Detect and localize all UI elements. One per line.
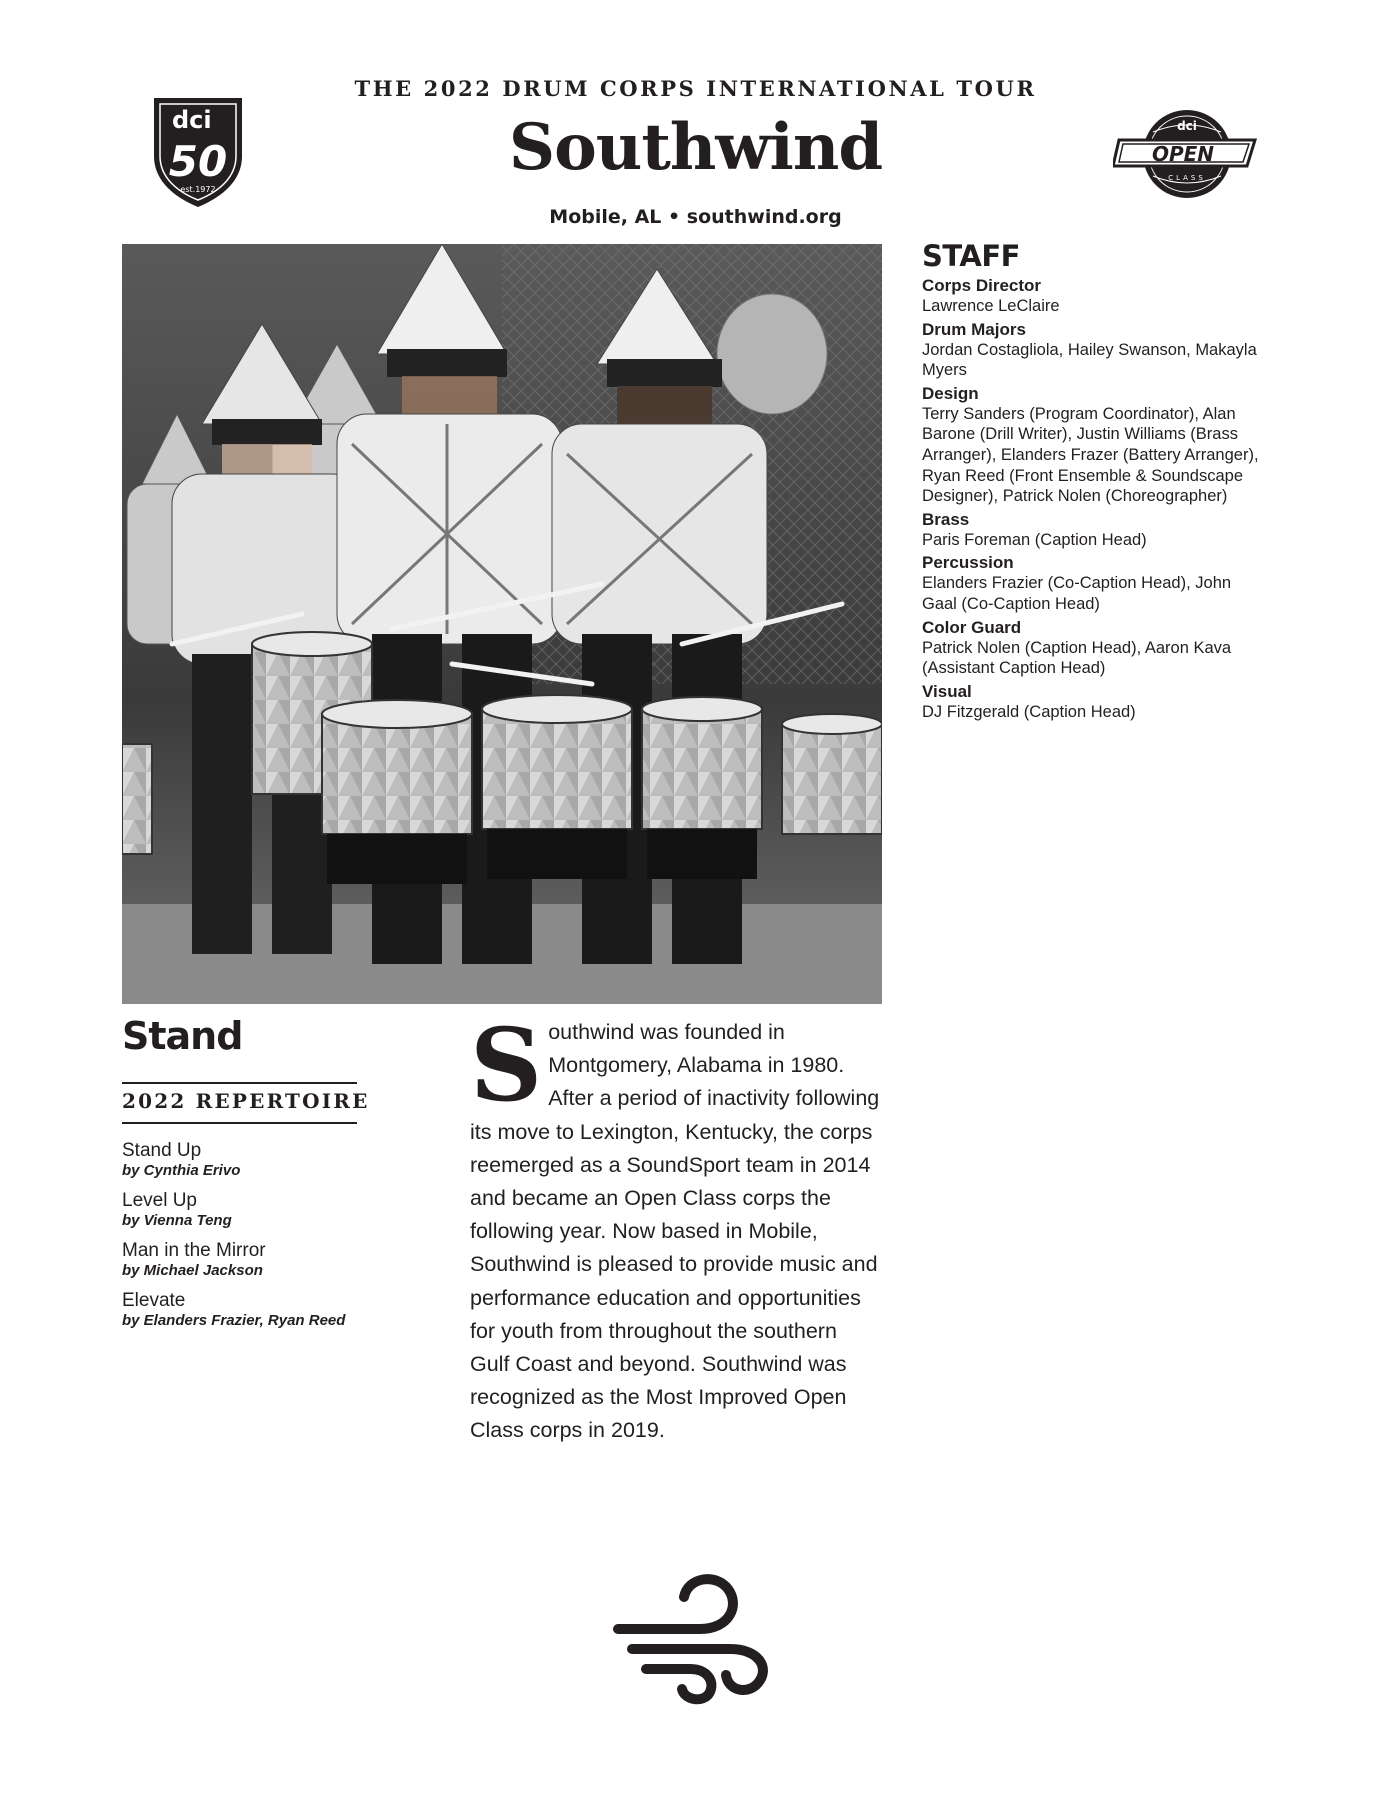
staff-role: Visual: [922, 681, 972, 701]
staff-names: Jordan Costagliola, Hailey Swanson, Makayla Myers: [922, 340, 1257, 380]
song-title: Level Up: [122, 1190, 197, 1211]
tour-title: THE 2022 DRUM CORPS INTERNATIONAL TOUR: [354, 76, 1037, 101]
drumline-photo: [122, 244, 882, 1004]
staff-entry: [922, 682, 1262, 723]
repertoire-rule-bottom: [122, 1122, 357, 1124]
repertoire-item: [122, 1290, 422, 1330]
svg-text:dci: dci: [1177, 119, 1197, 133]
svg-text:dci: dci: [172, 106, 212, 134]
open-logo-sub: CLASS: [1168, 174, 1206, 182]
corps-bio: [470, 1006, 880, 1448]
song-artist: by Elanders Frazier, Ryan Reed: [122, 1312, 346, 1329]
staff-heading: STAFF: [922, 239, 1020, 273]
song-title: Man in the Mirror: [122, 1240, 266, 1261]
show-title: Stand: [122, 1014, 243, 1058]
corps-name: Southwind: [508, 110, 883, 185]
staff-entry: [922, 510, 1262, 551]
staff-entry: [922, 618, 1262, 679]
dci-logo-number: 50: [168, 137, 228, 186]
song-artist: by Michael Jackson: [122, 1262, 263, 1279]
open-class-logo: [1113, 108, 1261, 200]
staff-entry: [922, 320, 1262, 381]
staff-names: DJ Fitzgerald (Caption Head): [922, 702, 1136, 721]
bio-dropcap: S: [470, 1006, 543, 1124]
staff-role: Percussion: [922, 553, 1014, 573]
dci-logo-est: est.1972: [180, 185, 216, 194]
song-title: Stand Up: [122, 1140, 202, 1161]
staff-role: Color Guard: [922, 617, 1022, 637]
staff-section: [922, 240, 1262, 722]
staff-entry: [922, 384, 1262, 507]
repertoire-item: [122, 1190, 422, 1230]
staff-names: Terry Sanders (Program Coordinator), Alan Barone (Drill Writer), Justin Williams (Brass Arranger), Elanders Frazer (Battery Arranger), Ryan Reed (Front Ensemble & Soundscape Designer), Patrick Nolen (Choreographer): [922, 404, 1259, 506]
bio-text: outhwind was founded in Montgomery, Alabama in 1980. After a period of inactivity following its move to Lexington, Kentucky, the corps reemerged as a SoundSport team in 2014 and became an Open Class corps the following year. Now based in Mobile, Southwind is pleased to provide music and performance education and opportunities for youth from throughout the southern Gulf Coast and beyond. Southwind was recognized as the Most Improved Open Class corps in 2019.: [470, 1020, 880, 1443]
repertoire-item: [122, 1140, 422, 1180]
staff-names: Lawrence LeClaire: [922, 297, 1060, 315]
repertoire-list: [122, 1140, 422, 1340]
staff-role: Design: [922, 383, 979, 403]
open-logo-text: OPEN: [1151, 142, 1215, 166]
song-title: Elevate: [122, 1290, 186, 1311]
staff-role: Corps Director: [922, 276, 1042, 295]
location-line: Mobile, AL • southwind.org: [549, 206, 842, 228]
staff-entry: [922, 276, 1262, 317]
staff-names: Paris Foreman (Caption Head): [922, 530, 1147, 549]
dci-50-shield-logo: [150, 94, 246, 210]
song-artist: by Vienna Teng: [122, 1212, 232, 1229]
staff-role: Brass: [922, 509, 970, 529]
staff-entry: [922, 553, 1262, 614]
staff-role: Drum Majors: [922, 319, 1026, 339]
song-artist: by Cynthia Erivo: [122, 1162, 241, 1179]
repertoire-heading: 2022 REPERTOIRE: [122, 1089, 370, 1113]
repertoire-rule-top: [122, 1082, 357, 1084]
staff-names: Patrick Nolen (Caption Head), Aaron Kava (Assistant Caption Head): [922, 638, 1232, 678]
staff-names: Elanders Frazier (Co-Caption Head), John Gaal (Co-Caption Head): [922, 574, 1232, 613]
southwind-wind-logo: [610, 1565, 780, 1705]
repertoire-item: [122, 1240, 422, 1280]
